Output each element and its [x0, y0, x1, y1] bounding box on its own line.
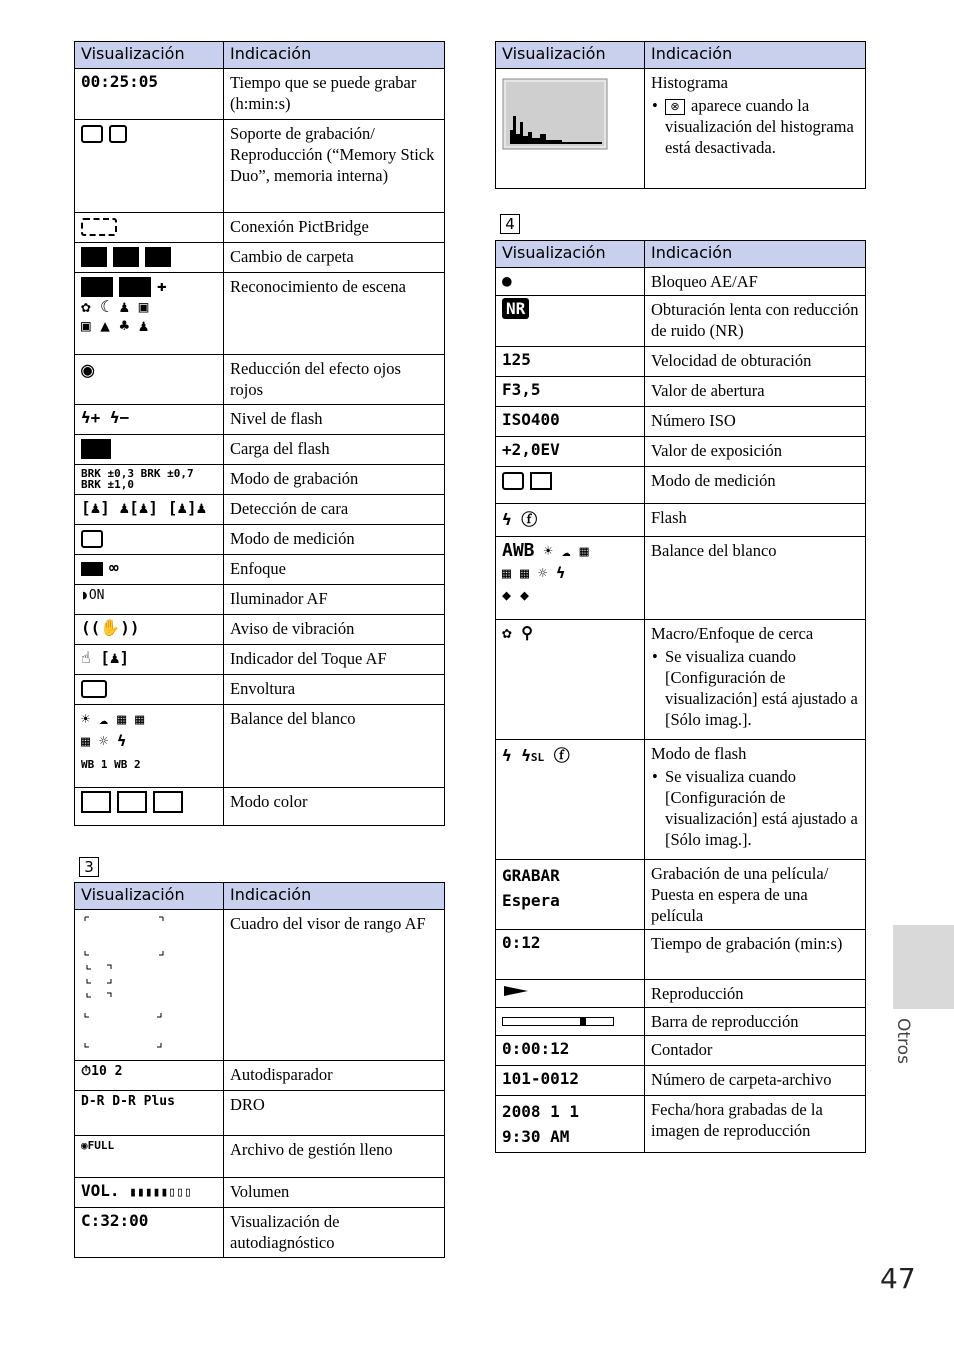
table-cell: Nivel de flash: [224, 405, 445, 435]
table-cell: Soporte de grabación/ Reproducción (“Memory Stick Duo”, memoria interna): [224, 120, 445, 213]
table-cell: Reducción del efecto ojos rojos: [224, 355, 445, 405]
table-cell: ISO400: [496, 407, 645, 437]
table-cell: Conexión PictBridge: [224, 213, 445, 243]
housing-icon: [75, 675, 224, 705]
flash-level-icon: ϟ+ ϟ−: [75, 405, 224, 435]
table-cell: Número de carpeta-archivo: [645, 1066, 866, 1096]
scene-recognition-icon: ✚ ✿ ☾ ♟ ▣ ▣ ▲ ♣ ♟: [75, 273, 224, 355]
table-cell: Balance del blanco: [224, 705, 445, 788]
table-cell: Grabación de una película/ Puesta en espera de una película: [645, 860, 866, 930]
table-cell: Aviso de vibración: [224, 615, 445, 645]
flash-charge-icon: [75, 435, 224, 465]
playback-bar-track: [502, 1017, 614, 1026]
table-cell: Enfoque: [224, 555, 445, 585]
col-header-ind: Indicación: [224, 42, 445, 69]
af-frame-icon: [75, 910, 224, 1061]
table-cell: 0:00:12: [496, 1036, 645, 1066]
section-tab: [893, 925, 954, 1009]
table-cell: 101-0012: [496, 1066, 645, 1096]
database-full-icon: ◉FULL: [75, 1136, 224, 1178]
section-4-label: 4: [500, 214, 520, 234]
table-cell: Bloqueo AE/AF: [645, 268, 866, 296]
table-cell: Autodisparador: [224, 1061, 445, 1091]
ae-lock-icon: ●: [496, 268, 645, 296]
table-cell: Reproducción: [645, 980, 866, 1008]
table-cell: Iluminador AF: [224, 585, 445, 615]
table-cell: Balance del blanco: [645, 537, 866, 620]
metering-icon: [496, 467, 645, 504]
section-3-label: 3: [79, 857, 99, 877]
histogram-description: Histograma • ⊗ aparece cuando la visualización del histograma está desactivada.: [645, 69, 866, 189]
table-cell: Velocidad de obturación: [645, 347, 866, 377]
table-cell: Contador: [645, 1036, 866, 1066]
table-cell: Reconocimiento de escena: [224, 273, 445, 355]
dro-icon: D-R D-R Plus: [75, 1091, 224, 1136]
focus-icon: ∞: [75, 555, 224, 585]
face-detection-icon: [♟] ♟[♟] [♟]♟: [75, 495, 224, 525]
histogram-image: [502, 78, 608, 150]
side-label: Otros: [893, 1018, 913, 1064]
col-header-vis: Visualización: [496, 42, 645, 69]
flash-mode-description: Modo de flash • Se visualiza cuando [Configuración de visualización] está ajustado a [Sólo imag.].: [645, 740, 866, 860]
table-cell: Archivo de gestión lleno: [224, 1136, 445, 1178]
vibration-icon: ((✋)): [75, 615, 224, 645]
col-header-ind: Indicación: [645, 241, 866, 268]
self-timer-icon: ⏱10 2: [75, 1061, 224, 1091]
table-cell: Flash: [645, 504, 866, 537]
playback-bar: [496, 1008, 645, 1036]
table-cell: 125: [496, 347, 645, 377]
table-cell: Visualización de autodiagnóstico: [224, 1208, 445, 1258]
table-cell: Volumen: [224, 1178, 445, 1208]
histogram-title: Histograma: [651, 73, 728, 92]
table-cell: Carga del flash: [224, 435, 445, 465]
table-cell: Obturación lenta con reducción de ruido (NR): [645, 296, 866, 347]
table-cell: 2008 1 1 9:30 AM: [496, 1096, 645, 1153]
nr-icon: NR: [496, 296, 645, 347]
histogram-table: [495, 41, 866, 189]
drive-mode-icon: BRK ±0,3 BRK ±0,7 BRK ±1,0: [75, 465, 224, 495]
table-cell: Modo de medición: [645, 467, 866, 504]
col-header-vis: Visualización: [75, 42, 224, 69]
table-cell: Cuadro del visor de rango AF: [224, 910, 445, 1061]
table-cell: F3,5: [496, 377, 645, 407]
table-cell: C:32:00: [75, 1208, 224, 1258]
table-cell: 00:25:05: [75, 69, 224, 120]
table-cell: GRABAR Espera: [496, 860, 645, 930]
playback-icon: [502, 983, 532, 999]
table-cell: Tiempo que se puede grabar (h:min:s): [224, 69, 445, 120]
table-cell: Valor de exposición: [645, 437, 866, 467]
table-cell: Modo color: [224, 788, 445, 826]
touch-af-icon: ☝ [♟]: [75, 645, 224, 675]
col-header-ind: Indicación: [645, 42, 866, 69]
histogram-off-icon: ⊗: [665, 99, 685, 115]
section-3-table: [74, 882, 445, 1258]
red-eye-icon: ◉: [75, 355, 224, 405]
playback-bar-knob: [580, 1018, 586, 1025]
table-cell: Número ISO: [645, 407, 866, 437]
col-header-ind: Indicación: [224, 883, 445, 910]
table-cell: Cambio de carpeta: [224, 243, 445, 273]
table-cell: Barra de reproducción: [645, 1008, 866, 1036]
volume-indicator: VOL. ▮▮▮▮▮▯▯▯: [75, 1178, 224, 1208]
macro-icon: ✿ ⚲: [496, 620, 645, 740]
section-4-table: [495, 240, 866, 1153]
metering-icon: [75, 525, 224, 555]
table-cell: Tiempo de grabación (min:s): [645, 930, 866, 980]
flash-icon: ϟ ⓕ: [496, 504, 645, 537]
histogram-image: [496, 69, 645, 189]
table-cell: Detección de cara: [224, 495, 445, 525]
white-balance-icon: ☀ ☁ ▦ ▦ ▦ ☼ ϟ WB 1 WB 2: [75, 705, 224, 788]
flash-mode-icon: ϟ ϟSL ⓕ: [496, 740, 645, 860]
color-mode-icon: [75, 788, 224, 826]
left-table: [74, 41, 445, 826]
table-cell: Modo de medición: [224, 525, 445, 555]
table-cell: Indicador del Toque AF: [224, 645, 445, 675]
af-frame-icon: [81, 913, 171, 1053]
table-cell: Valor de abertura: [645, 377, 866, 407]
media-icon: [75, 120, 224, 213]
table-cell: Modo de grabación: [224, 465, 445, 495]
af-illuminator-icon: ◗ON: [75, 585, 224, 615]
playback-icon: [496, 980, 645, 1008]
table-cell: Fecha/hora grabadas de la imagen de reproducción: [645, 1096, 866, 1153]
page-number: 47: [880, 1262, 916, 1295]
table-cell: Envoltura: [224, 675, 445, 705]
folder-change-icon: [75, 243, 224, 273]
col-header-vis: Visualización: [496, 241, 645, 268]
macro-description: Macro/Enfoque de cerca • Se visualiza cuando [Configuración de visualización] está ajustado a [Sólo imag.].: [645, 620, 866, 740]
white-balance-icon: AWB ☀ ☁ ▦ ▦ ▦ ☼ ϟ ◆ ◆: [496, 537, 645, 620]
table-cell: +2,0EV: [496, 437, 645, 467]
pictbridge-icon: [75, 213, 224, 243]
col-header-vis: Visualización: [75, 883, 224, 910]
table-cell: DRO: [224, 1091, 445, 1136]
table-cell: 0:12: [496, 930, 645, 980]
